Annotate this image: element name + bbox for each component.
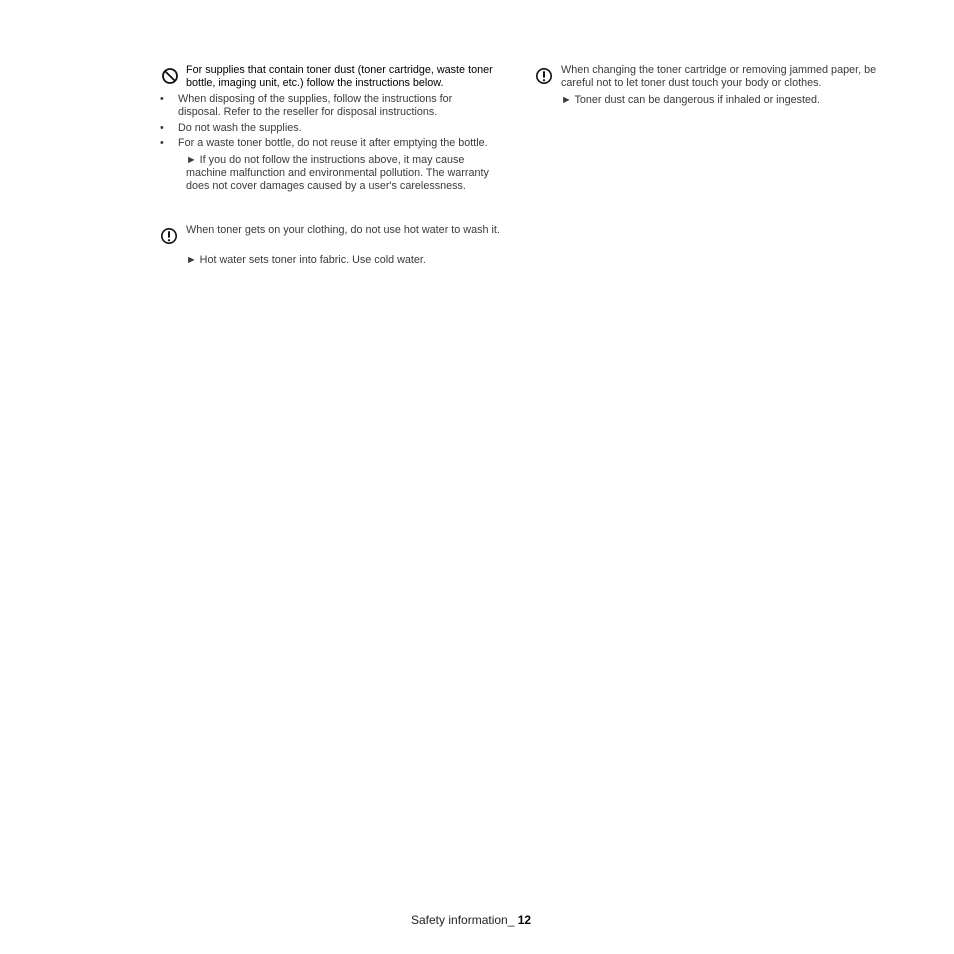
bullet-marker: • <box>160 122 164 134</box>
bullet-item-waste-bottle: For a waste toner bottle, do not reuse it after emptying the bottle. <box>178 137 488 149</box>
malfunction-note: ► If you do not follow the instructions above, it may cause machine malfunction and environmental pollution. The warranty does not cover damages caused by a user's carelessness. <box>186 154 489 192</box>
toner-dust-warning-text: When changing the toner cartridge or removing jammed paper, be careful not to let toner dust touch your body or clothes. <box>561 64 877 89</box>
exclamation-warning-icon <box>535 67 553 85</box>
clothing-warning-text: When toner gets on your clothing, do not use hot water to wash it. <box>186 224 500 236</box>
page-footer <box>411 914 531 927</box>
bullet-item-disposal: When disposing of the supplies, follow the instructions for disposal. Refer to the reseller for disposal instructions. <box>178 93 453 118</box>
prohibition-icon <box>161 67 179 85</box>
bullet-marker: • <box>160 93 164 105</box>
toner-dust-warning-note: ► Toner dust can be dangerous if inhaled or ingested. <box>561 94 820 106</box>
bullet-item-no-wash: Do not wash the supplies. <box>178 122 302 134</box>
footer-section: Safety information_ <box>411 913 515 927</box>
prohibit-heading: For supplies that contain toner dust (toner cartridge, waste toner bottle, imaging unit, etc.) follow the instructions below. <box>186 64 493 89</box>
page-number: 12 <box>517 913 532 927</box>
exclamation-warning-icon <box>160 227 178 245</box>
clothing-warning-note: ► Hot water sets toner into fabric. Use cold water. <box>186 254 426 266</box>
bullet-marker: • <box>160 137 164 149</box>
